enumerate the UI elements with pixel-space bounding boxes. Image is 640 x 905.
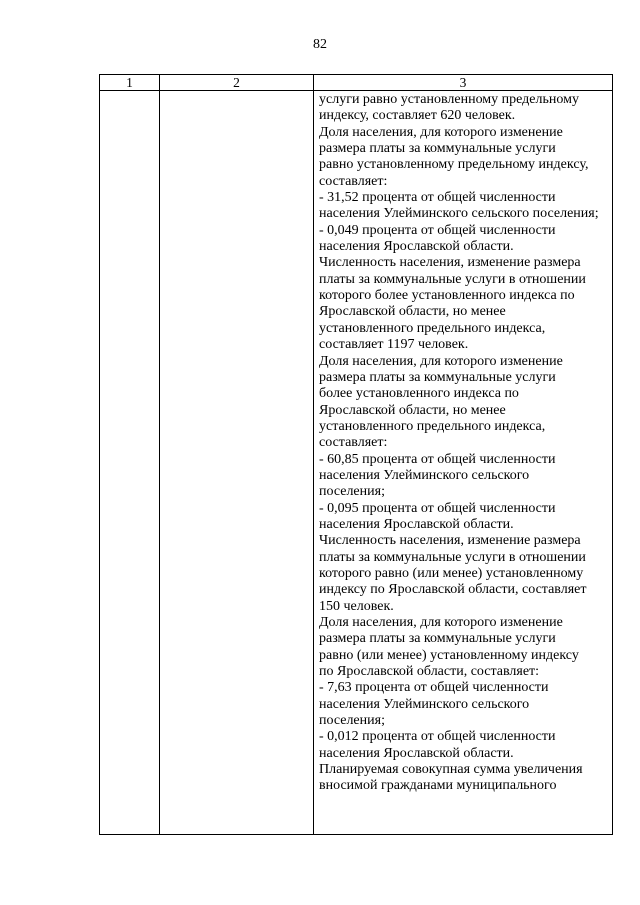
text-line: составляет: (319, 173, 388, 189)
cell-column-2 (160, 91, 314, 835)
text-line: - 31,52 процента от общей численности (319, 190, 556, 206)
text-line: платы за коммунальные услуги в отношении (319, 549, 586, 565)
text-line: составляет 1197 человек. (319, 337, 469, 353)
text-line: индексу, составляет 620 человек. (319, 108, 516, 124)
text-line: Доля населения, для которого изменение (319, 615, 563, 630)
text-line: по Ярославской области, составляет: (319, 664, 540, 680)
text-line: - 7,63 процента от общей численности (319, 680, 549, 696)
document-table (99, 74, 613, 835)
text-line: населения Улейминского сельского поселения; (319, 206, 599, 222)
text-line: 150 человек. (319, 598, 394, 614)
text-line: установленного предельного индекса, (319, 320, 546, 336)
text-line: Ярославской области, но менее (319, 304, 506, 320)
text-line: - 60,85 процента от общей численности (319, 451, 556, 467)
text-line: индексу по Ярославской области, составляет (319, 582, 587, 598)
text-line: - 0,095 процента от общей численности (319, 500, 556, 516)
text-line: Численность населения, изменение размера (319, 533, 581, 549)
text-line: составляет: (319, 435, 388, 451)
text-line: - 0,049 процента от общей численности (319, 222, 556, 238)
text-line: Доля населения, для которого изменение (319, 353, 563, 369)
cell-column-1 (100, 91, 160, 835)
text-line: населения Ярославской области. (319, 745, 514, 761)
cell-text-block (319, 92, 608, 795)
text-line: размера платы за коммунальные услуги (319, 141, 556, 157)
text-line: которого равно (или менее) установленному (319, 565, 584, 581)
text-line: вносимой гражданами муниципального (319, 778, 557, 794)
column-header-3: 3 (314, 75, 613, 91)
text-line: населения Улейминского сельского (319, 467, 530, 483)
text-line: равно установленному предельному индексу, (319, 157, 589, 173)
page-number: 82 (313, 37, 327, 52)
text-line: - 0,012 процента от общей численности (319, 729, 556, 745)
text-line: Численность населения, изменение размера (319, 255, 581, 271)
text-line: населения Ярославской области. (319, 239, 514, 255)
text-line: Ярославской области, но менее (319, 402, 506, 418)
cell-column-3 (314, 91, 613, 835)
text-line: Планируемая совокупная сумма увеличения (319, 762, 583, 778)
text-line: которого более установленного индекса по (319, 288, 575, 304)
table-header-row (100, 75, 613, 91)
text-line: установленного предельного индекса, (319, 418, 546, 434)
text-line: населения Ярославской области. (319, 516, 514, 532)
text-line: платы за коммунальные услуги в отношении (319, 271, 586, 287)
text-line: поселения; (319, 713, 385, 729)
table-row (100, 91, 613, 835)
text-line: поселения; (319, 484, 385, 500)
text-line: населения Улейминского сельского (319, 696, 530, 712)
text-line: размера платы за коммунальные услуги (319, 631, 556, 647)
text-line: равно (или менее) установленному индексу (319, 647, 579, 663)
text-line: более установленного индекса по (319, 386, 519, 402)
column-header-1: 1 (100, 75, 160, 91)
text-line: размера платы за коммунальные услуги (319, 369, 556, 385)
text-line: услуги равно установленному предельному (319, 92, 579, 107)
text-line: Доля населения, для которого изменение (319, 124, 563, 140)
column-header-2: 2 (160, 75, 314, 91)
